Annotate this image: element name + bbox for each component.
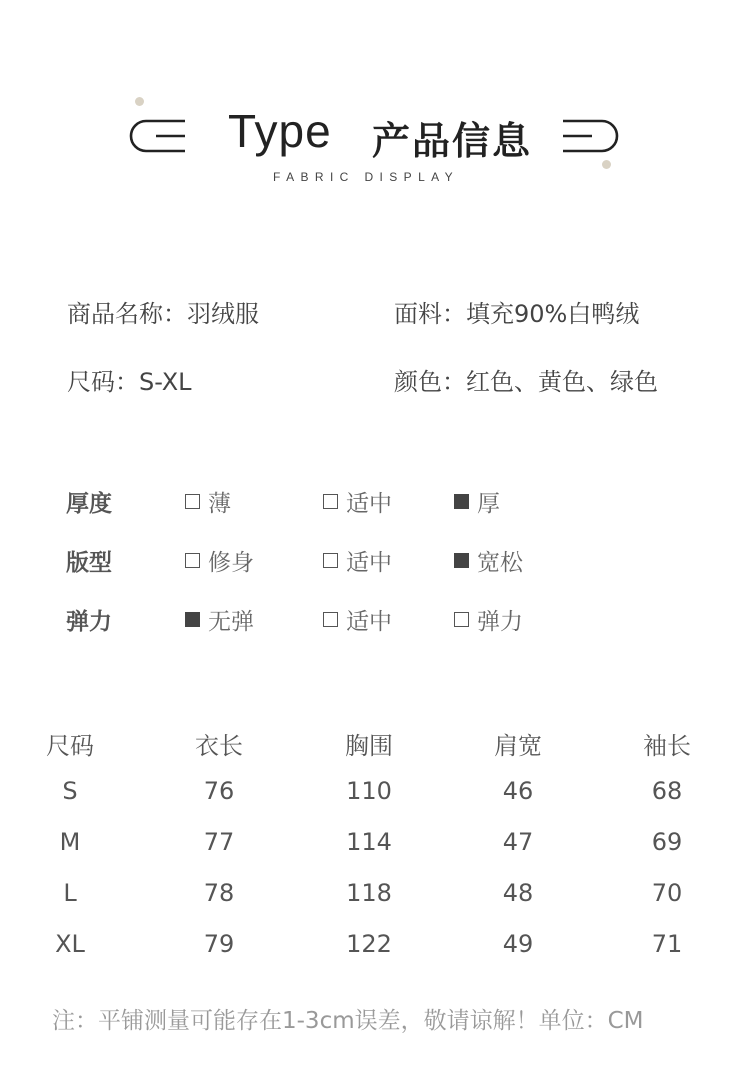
table-cell: 71: [651, 930, 683, 958]
attribute-option: [454, 544, 523, 577]
table-cell: 118: [346, 879, 392, 907]
unchecked-box-icon: [185, 494, 200, 509]
table-cell: L: [63, 879, 77, 907]
decor-dot-right: [602, 160, 611, 169]
title-english: Type: [228, 105, 332, 157]
attribute-option: [323, 544, 392, 577]
info-fabric: 面料：填充90%白鸭绒: [394, 300, 640, 328]
table-cell: XL: [55, 930, 85, 958]
attribute-option: [185, 544, 254, 577]
bracket-right-icon: [560, 118, 620, 154]
attribute-label: 弹力: [66, 609, 112, 635]
table-cell: S: [62, 777, 78, 805]
attribute-option: [323, 603, 392, 636]
attribute-option-label: 适中: [346, 609, 392, 635]
table-header-cell: 肩宽: [494, 732, 542, 760]
table-cell: 48: [502, 879, 534, 907]
table-cell: 77: [203, 828, 235, 856]
unchecked-box-icon: [323, 612, 338, 627]
attribute-option-label: 适中: [346, 550, 392, 576]
table-cell: 68: [651, 777, 683, 805]
attribute-label: 版型: [66, 550, 112, 576]
subtitle: FABRIC DISPLAY: [273, 170, 460, 184]
attribute-option: [454, 485, 500, 518]
attribute-option-label: 修身: [208, 550, 254, 576]
table-cell: 78: [203, 879, 235, 907]
attribute-option-label: 弹力: [477, 609, 523, 635]
table-cell: 70: [651, 879, 683, 907]
info-size: 尺码：S-XL: [67, 368, 192, 396]
table-cell: 79: [203, 930, 235, 958]
info-color: 颜色：红色、黄色、绿色: [394, 368, 658, 396]
table-cell: 47: [502, 828, 534, 856]
info-product-name: 商品名称：羽绒服: [67, 300, 259, 328]
decor-dot-left: [135, 97, 144, 106]
checked-box-icon: [454, 553, 469, 568]
attribute-option-label: 无弹: [208, 609, 254, 635]
attribute-option: [185, 485, 231, 518]
table-cell: 69: [651, 828, 683, 856]
table-cell: M: [59, 828, 81, 856]
measurement-note: 注：平铺测量可能存在1-3cm误差，敬请谅解！单位：CM: [52, 1008, 644, 1034]
checked-box-icon: [454, 494, 469, 509]
table-cell: 46: [502, 777, 534, 805]
attribute-option-label: 厚: [477, 491, 500, 517]
title-chinese: 产品信息: [372, 119, 533, 163]
attribute-label: 厚度: [66, 491, 112, 517]
unchecked-box-icon: [323, 553, 338, 568]
checked-box-icon: [185, 612, 200, 627]
attribute-option-label: 薄: [208, 491, 231, 517]
table-cell: 122: [346, 930, 392, 958]
attribute-option-label: 宽松: [477, 550, 523, 576]
table-header-cell: 袖长: [643, 732, 691, 760]
attribute-option-label: 适中: [346, 491, 392, 517]
table-cell: 110: [346, 777, 392, 805]
unchecked-box-icon: [323, 494, 338, 509]
table-cell: 76: [203, 777, 235, 805]
unchecked-box-icon: [185, 553, 200, 568]
table-header-cell: 衣长: [195, 732, 243, 760]
attribute-option: [323, 485, 392, 518]
table-header-cell: 尺码: [46, 732, 94, 760]
attribute-option: [454, 603, 523, 636]
bracket-left-icon: [128, 118, 188, 154]
table-cell: 49: [502, 930, 534, 958]
unchecked-box-icon: [454, 612, 469, 627]
table-cell: 114: [346, 828, 392, 856]
attribute-option: [185, 603, 254, 636]
table-header-cell: 胸围: [345, 732, 393, 760]
